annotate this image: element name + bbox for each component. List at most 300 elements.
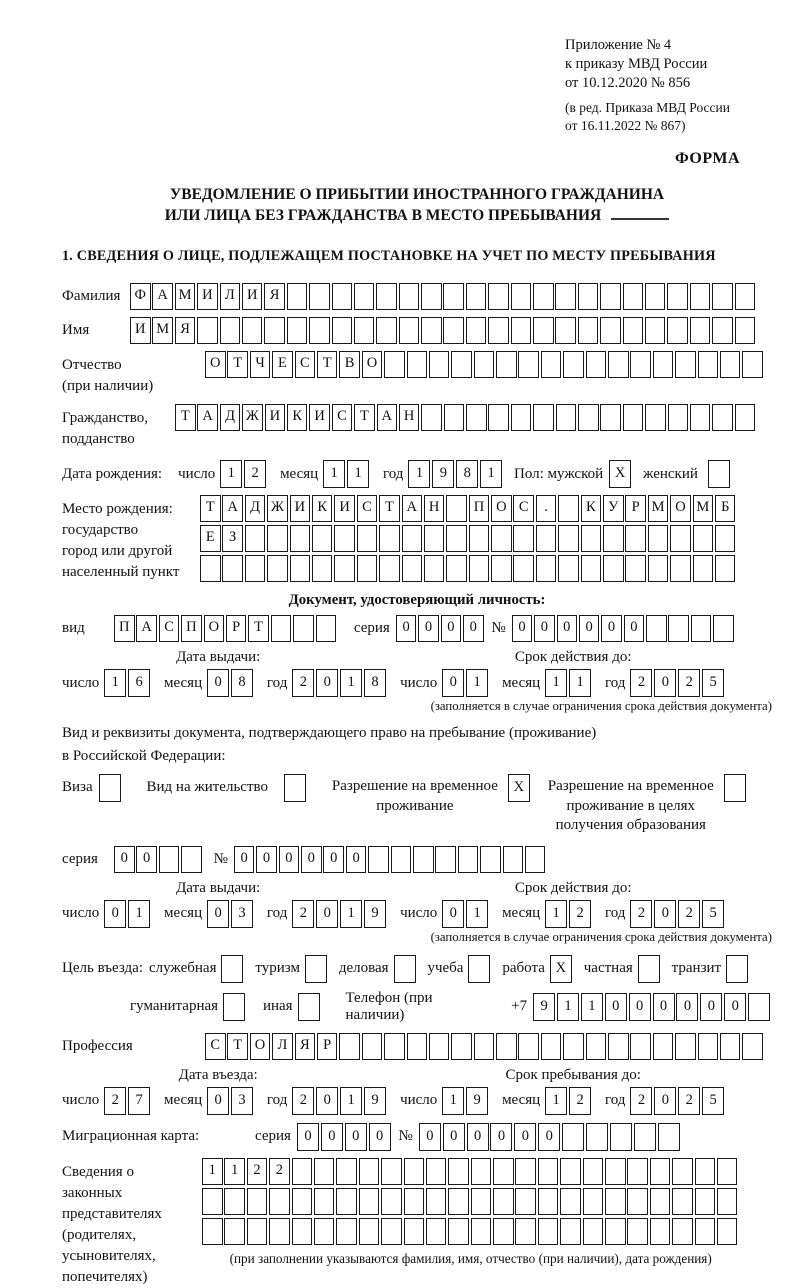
form-cell: 0 [345,1123,367,1151]
residence-intro-line1: Вид и реквизиты документа, подтверждающего право на пребывание (проживание) [62,725,597,741]
form-cell [448,1188,469,1215]
form-cell [511,404,532,431]
form-cell: П [469,495,490,522]
form-cell [630,1033,651,1060]
form-cell [402,555,423,582]
edu-permit-label-line2: проживание в целях [566,797,695,814]
form-cell [658,1123,680,1151]
form-cell [245,555,266,582]
form-cell [493,1218,514,1245]
year-label: год [266,1092,288,1108]
form-cell: 0 [654,900,676,928]
form-cell [581,525,602,552]
form-cell [220,317,241,344]
patronymic-label-line2: (при наличии) [62,378,154,394]
form-cell [271,615,292,642]
form-cell: 2 [678,669,700,697]
form-cell [695,1188,716,1215]
form-cell [292,1218,313,1245]
form-cell: 0 [490,1123,512,1151]
form-cell [368,846,389,873]
form-cell [650,1158,671,1185]
form-cell [298,993,320,1021]
form-cell [675,1033,696,1060]
form-cell: 5 [702,900,724,928]
purpose-option [130,993,247,1021]
form-cell: С [332,404,353,431]
form-cell [605,1218,626,1245]
form-cell [435,846,456,873]
form-cell: М [693,495,714,522]
form-cell: 0 [601,615,622,642]
form-cell: 2 [630,1087,652,1115]
form-cell [446,525,467,552]
form-cell [525,846,546,873]
form-cell: 2 [678,1087,700,1115]
form-cell [242,317,263,344]
residence-valid-header: Срок действия до: [514,879,632,896]
form-cell: 2 [569,900,591,928]
form-cell: 0 [557,615,578,642]
residence-intro [62,722,772,768]
form-cell [583,1218,604,1245]
representatives-cells-row3 [202,1218,739,1245]
residence-valid-month-cells [545,900,593,928]
identity-series-cells [396,615,486,642]
form-cell: X [508,774,530,802]
form-cell [357,555,378,582]
form-cell [424,525,445,552]
month-label: месяц [502,905,541,921]
form-cell [724,774,746,802]
edition-line: (в ред. Приказа МВД России [565,100,730,115]
residence-valid-note: (заполняется в случае ограничения срока действия документа) [430,929,772,944]
identity-valid-day-cells [442,669,490,697]
form-cell: 1 [408,460,430,488]
phone-cells [533,993,772,1021]
form-cell [292,1188,313,1215]
form-cell [221,955,243,983]
representatives-cells-block [202,1158,739,1267]
form-cell [600,317,621,344]
birth-place-cells-row3 [200,555,737,582]
form-cell: 0 [724,993,746,1021]
form-cell [630,351,651,378]
appendix-block [565,36,772,134]
form-cell: 0 [346,846,367,873]
form-cell: 2 [630,669,652,697]
form-cell: 2 [292,669,314,697]
form-cell: 0 [418,615,439,642]
form-cell: 1 [480,460,502,488]
purpose-option-label: деловая [338,960,389,976]
identity-type-cells [114,615,338,642]
form-cell [354,283,375,310]
form-cell: 8 [456,460,478,488]
form-cell: А [197,404,218,431]
form-cell [586,351,607,378]
month-label: месяц [164,1092,203,1108]
form-cell [691,615,712,642]
form-cell [603,525,624,552]
form-cell: Я [295,1033,316,1060]
form-cell [560,1218,581,1245]
form-cell [444,404,465,431]
form-cell [471,1158,492,1185]
form-cell: 0 [114,846,135,873]
form-cell: 0 [534,615,555,642]
form-cell: Ф [130,283,151,310]
form-cell [222,555,243,582]
form-cell [608,1033,629,1060]
form-cell [267,525,288,552]
form-cell [653,351,674,378]
form-cell [399,317,420,344]
form-cell: Д [220,404,241,431]
form-cell: 1 [128,900,150,928]
form-cell: О [204,615,225,642]
form-cell: 0 [396,615,417,642]
form-cell: И [197,283,218,310]
form-cell: К [581,495,602,522]
form-cell [511,283,532,310]
month-label: месяц [280,465,319,482]
form-cell [305,955,327,983]
birth-month-cells [323,460,371,488]
purpose-option-checkbox [223,993,247,1021]
form-cell [426,1158,447,1185]
purpose-option-checkbox [394,955,418,983]
identity-doc-heading: Документ, удостоверяющий личность: [288,592,546,608]
form-cell [287,283,308,310]
form-cell [645,283,666,310]
form-cell [446,555,467,582]
form-cell [421,283,442,310]
form-cell: Р [226,615,247,642]
form-cell: В [339,351,360,378]
form-cell [695,1218,716,1245]
form-cell [357,525,378,552]
residence-permit-checkbox [284,774,308,802]
purpose-option-label: транзит [671,960,722,976]
form-cell [648,555,669,582]
surname-row [62,283,772,310]
form-cell [726,955,748,983]
form-cell: 1 [323,460,345,488]
form-cell [610,1123,632,1151]
form-cell [384,1033,405,1060]
form-cell: Т [379,495,400,522]
form-cell [558,495,579,522]
representatives-label-line5: усыновителях, [62,1247,156,1264]
form-cell [224,1188,245,1215]
form-cell [717,1188,738,1215]
form-word: ФОРМА [674,150,740,167]
form-cell: Л [272,1033,293,1060]
form-cell [224,1218,245,1245]
form-cell [541,1033,562,1060]
form-cell [712,317,733,344]
form-cell: 1 [545,900,567,928]
form-cell [443,283,464,310]
form-cell [720,1033,741,1060]
identity-valid-note: (заполняется в случае ограничения срока действия документа) [430,699,772,713]
form-cell: Б [715,495,736,522]
form-cell [362,1033,383,1060]
residence-date-headers [62,880,772,897]
form-cell [541,351,562,378]
form-cell: Я [264,283,285,310]
form-cell [469,555,490,582]
form-cell [670,555,691,582]
month-label: месяц [164,674,203,691]
form-cell: О [250,1033,271,1060]
form-cell [426,1218,447,1245]
document-title [62,184,772,226]
form-cell [379,555,400,582]
form-cell: 1 [347,460,369,488]
form-cell: 0 [316,669,338,697]
form-cell: 0 [605,993,627,1021]
appendix-line: от 10.12.2020 № 856 [565,75,691,91]
entry-month-cells [207,1087,255,1115]
stay-until-date [400,1087,726,1115]
form-cell [675,351,696,378]
form-cell [670,525,691,552]
birth-date-group [178,460,504,488]
form-cell: 0 [279,846,300,873]
form-cell: 1 [545,1087,567,1115]
edu-permit-label-line1: Разрешение на временное [547,778,714,794]
form-cell: К [312,495,333,522]
sex-male-checkbox [609,460,633,488]
form-cell [511,317,532,344]
form-cell [316,615,337,642]
form-cell [181,846,202,873]
form-cell [451,351,472,378]
month-label: месяц [502,1092,541,1108]
form-cell [518,351,539,378]
form-cell [672,1158,693,1185]
form-cell [379,525,400,552]
form-cell [748,993,770,1021]
form-cell: А [222,495,243,522]
form-cell [488,283,509,310]
given-name-cells [130,317,757,344]
form-cell: 1 [557,993,579,1021]
form-cell [384,351,405,378]
form-cell [690,404,711,431]
form-cell: 0 [443,1123,465,1151]
identity-number-label: № [491,620,506,636]
form-cell: О [491,495,512,522]
form-cell: И [265,404,286,431]
form-cell [650,1188,671,1215]
appendix-line: к приказу МВД России [565,56,708,72]
form-cell [399,283,420,310]
form-cell [555,317,576,344]
form-cell [712,283,733,310]
form-cell: О [362,351,383,378]
form-cell [424,555,445,582]
identity-issue-year-cells [292,669,388,697]
form-cell: 0 [441,615,462,642]
form-cell [197,317,218,344]
purpose-option-label: гуманитарная [130,998,219,1014]
form-cell [717,1158,738,1185]
purpose-option [502,955,573,983]
form-cell [533,283,554,310]
form-cell: . [536,495,557,522]
form-cell [515,1158,536,1185]
form-cell: 1 [466,900,488,928]
form-cell [560,1158,581,1185]
form-cell: 1 [220,460,242,488]
form-cell [354,317,375,344]
form-cell [623,283,644,310]
form-cell [474,1033,495,1060]
form-cell [503,846,524,873]
entry-day-cells [104,1087,152,1115]
identity-date-headers [62,649,772,666]
stay-month-cells [545,1087,593,1115]
form-cell: 0 [654,669,676,697]
form-cell: 1 [340,669,362,697]
day-label: число [62,674,100,691]
patronymic-label [62,351,205,397]
form-cell: С [159,615,180,642]
representatives-label-line1: Сведения о [62,1163,134,1180]
form-cell [404,1158,425,1185]
form-cell [402,525,423,552]
form-cell [735,283,756,310]
entry-date-headers [62,1067,772,1084]
purpose-option-label: иная [262,998,293,1014]
form-cell [645,317,666,344]
birth-place-cells-row2 [200,525,737,552]
form-cell: 2 [269,1158,290,1185]
form-cell [627,1158,648,1185]
form-cell: 0 [207,669,229,697]
form-cell [429,1033,450,1060]
edu-permit-label-line3: получения образования [555,817,706,833]
patronymic-cells [205,351,765,378]
purpose-option [427,955,492,983]
form-cell [695,1158,716,1185]
form-cell: А [152,283,173,310]
year-label: год [604,1092,626,1108]
form-cell [309,283,330,310]
form-cell [488,404,509,431]
form-cell [159,846,180,873]
given-name-label: Имя [62,322,90,338]
form-cell [491,525,512,552]
form-cell [264,317,285,344]
given-name-row [62,317,772,344]
residence-intro-line2: в Российской Федерации: [62,748,226,764]
form-cell: Ч [250,351,271,378]
day-label: число [62,1092,100,1108]
form-cell [247,1218,268,1245]
purpose-option [255,955,328,983]
form-cell [267,555,288,582]
form-cell [538,1158,559,1185]
birth-day-cells [220,460,268,488]
citizenship-label-line1: Гражданство, [62,410,149,426]
migration-number-cells [419,1123,682,1151]
form-cell: 0 [316,1087,338,1115]
form-cell [563,1033,584,1060]
form-cell [443,317,464,344]
form-cell: П [181,615,202,642]
form-cell [538,1218,559,1245]
form-cell [491,555,512,582]
form-cell [359,1158,380,1185]
form-cell [698,351,719,378]
migration-card-label: Миграционная карта: [62,1128,200,1144]
form-cell: Т [175,404,196,431]
form-cell [359,1188,380,1215]
form-cell [693,525,714,552]
form-cell [496,1033,517,1060]
form-cell [269,1218,290,1245]
form-cell: 2 [678,900,700,928]
purpose-option-checkbox [298,993,322,1021]
form-cell [558,555,579,582]
temp-permit-checkbox [508,774,532,802]
form-cell [668,615,689,642]
form-cell: 0 [207,1087,229,1115]
form-cell: X [609,460,631,488]
form-cell [312,525,333,552]
entry-dates-row [62,1087,772,1115]
form-cell [533,404,554,431]
form-cell [648,525,669,552]
form-cell: 1 [569,669,591,697]
form-cell [627,1188,648,1215]
form-cell: К [287,404,308,431]
form-cell [496,351,517,378]
form-cell [672,1218,693,1245]
residence-issue-date [62,900,388,928]
form-cell: Т [317,351,338,378]
form-cell [715,525,736,552]
form-cell: Т [200,495,221,522]
form-cell [583,1188,604,1215]
form-cell: 9 [466,1087,488,1115]
form-cell [407,1033,428,1060]
form-cell [717,1218,738,1245]
form-cell [634,1123,656,1151]
form-cell: 2 [292,1087,314,1115]
form-cell [381,1218,402,1245]
form-cell: 0 [653,993,675,1021]
year-label: год [604,674,626,691]
purpose-option-checkbox [638,955,662,983]
form-cell [334,525,355,552]
birth-place-label-line3: город или другой [62,543,173,559]
form-cell: 1 [442,1087,464,1115]
form-cell [99,774,121,802]
form-cell [466,283,487,310]
form-cell [600,283,621,310]
representatives-label-line4: (родителях, [62,1226,137,1243]
form-cell [446,495,467,522]
form-cell: 7 [128,1087,150,1115]
form-cell [562,1123,584,1151]
form-cell [583,1158,604,1185]
form-cell [293,615,314,642]
